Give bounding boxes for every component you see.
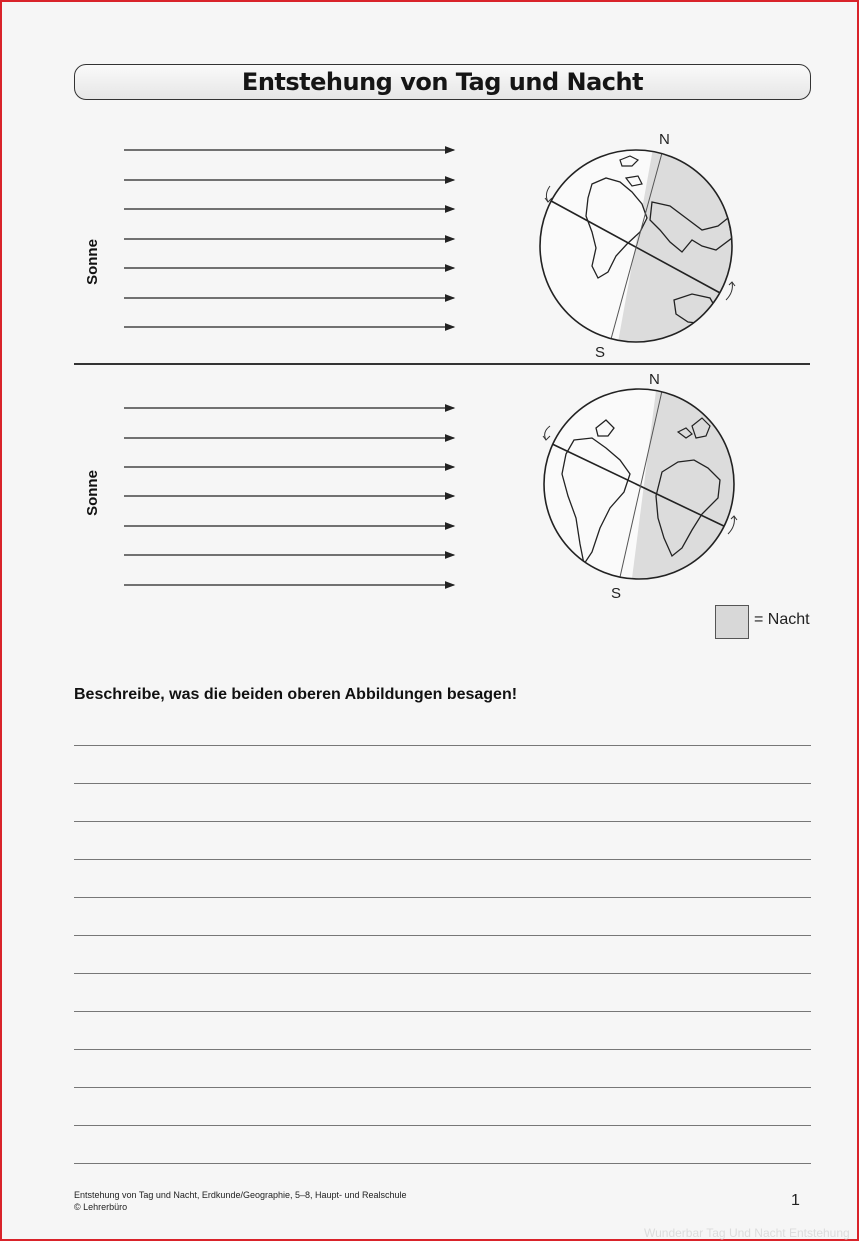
answer-line <box>74 821 811 822</box>
diagram-bottom <box>2 368 857 604</box>
north-label: N <box>659 131 670 148</box>
night-legend-swatch <box>715 605 749 639</box>
globe <box>540 122 857 362</box>
footer <box>74 1189 407 1213</box>
page-number: 1 <box>791 1192 800 1209</box>
answer-line <box>74 859 811 860</box>
sun-rays <box>124 408 454 585</box>
sun-label: Sonne <box>84 470 101 516</box>
section-divider <box>74 363 810 365</box>
sun-label: Sonne <box>84 239 101 285</box>
answer-line <box>74 973 811 974</box>
north-label: N <box>649 371 660 388</box>
page-title: Entstehung von Tag und Nacht <box>241 68 644 96</box>
globe <box>543 368 857 604</box>
answer-line <box>74 935 811 936</box>
answer-line <box>74 783 811 784</box>
south-label: S <box>595 344 606 361</box>
watermark-text: Wunderbar Tag Und Nacht Entstehung <box>644 1226 850 1240</box>
night-legend-label: = Nacht <box>754 611 810 628</box>
title-banner <box>74 64 811 100</box>
answer-line <box>74 1125 811 1126</box>
answer-line <box>74 745 811 746</box>
sun-rays <box>124 150 454 327</box>
task-question: Beschreibe, was die beiden oberen Abbildungen besagen! <box>74 686 518 703</box>
answer-line <box>74 1087 811 1088</box>
answer-line <box>74 1049 811 1050</box>
south-label: S <box>611 585 622 602</box>
footer-copyright: © Lehrerbüro <box>74 1202 128 1212</box>
footer-source: Entstehung von Tag und Nacht, Erdkunde/Geographie, 5–8, Haupt- und Realschule <box>74 1190 407 1200</box>
answer-line <box>74 1011 811 1012</box>
answer-line <box>74 897 811 898</box>
diagram-top <box>2 122 857 362</box>
answer-line <box>74 1163 811 1164</box>
